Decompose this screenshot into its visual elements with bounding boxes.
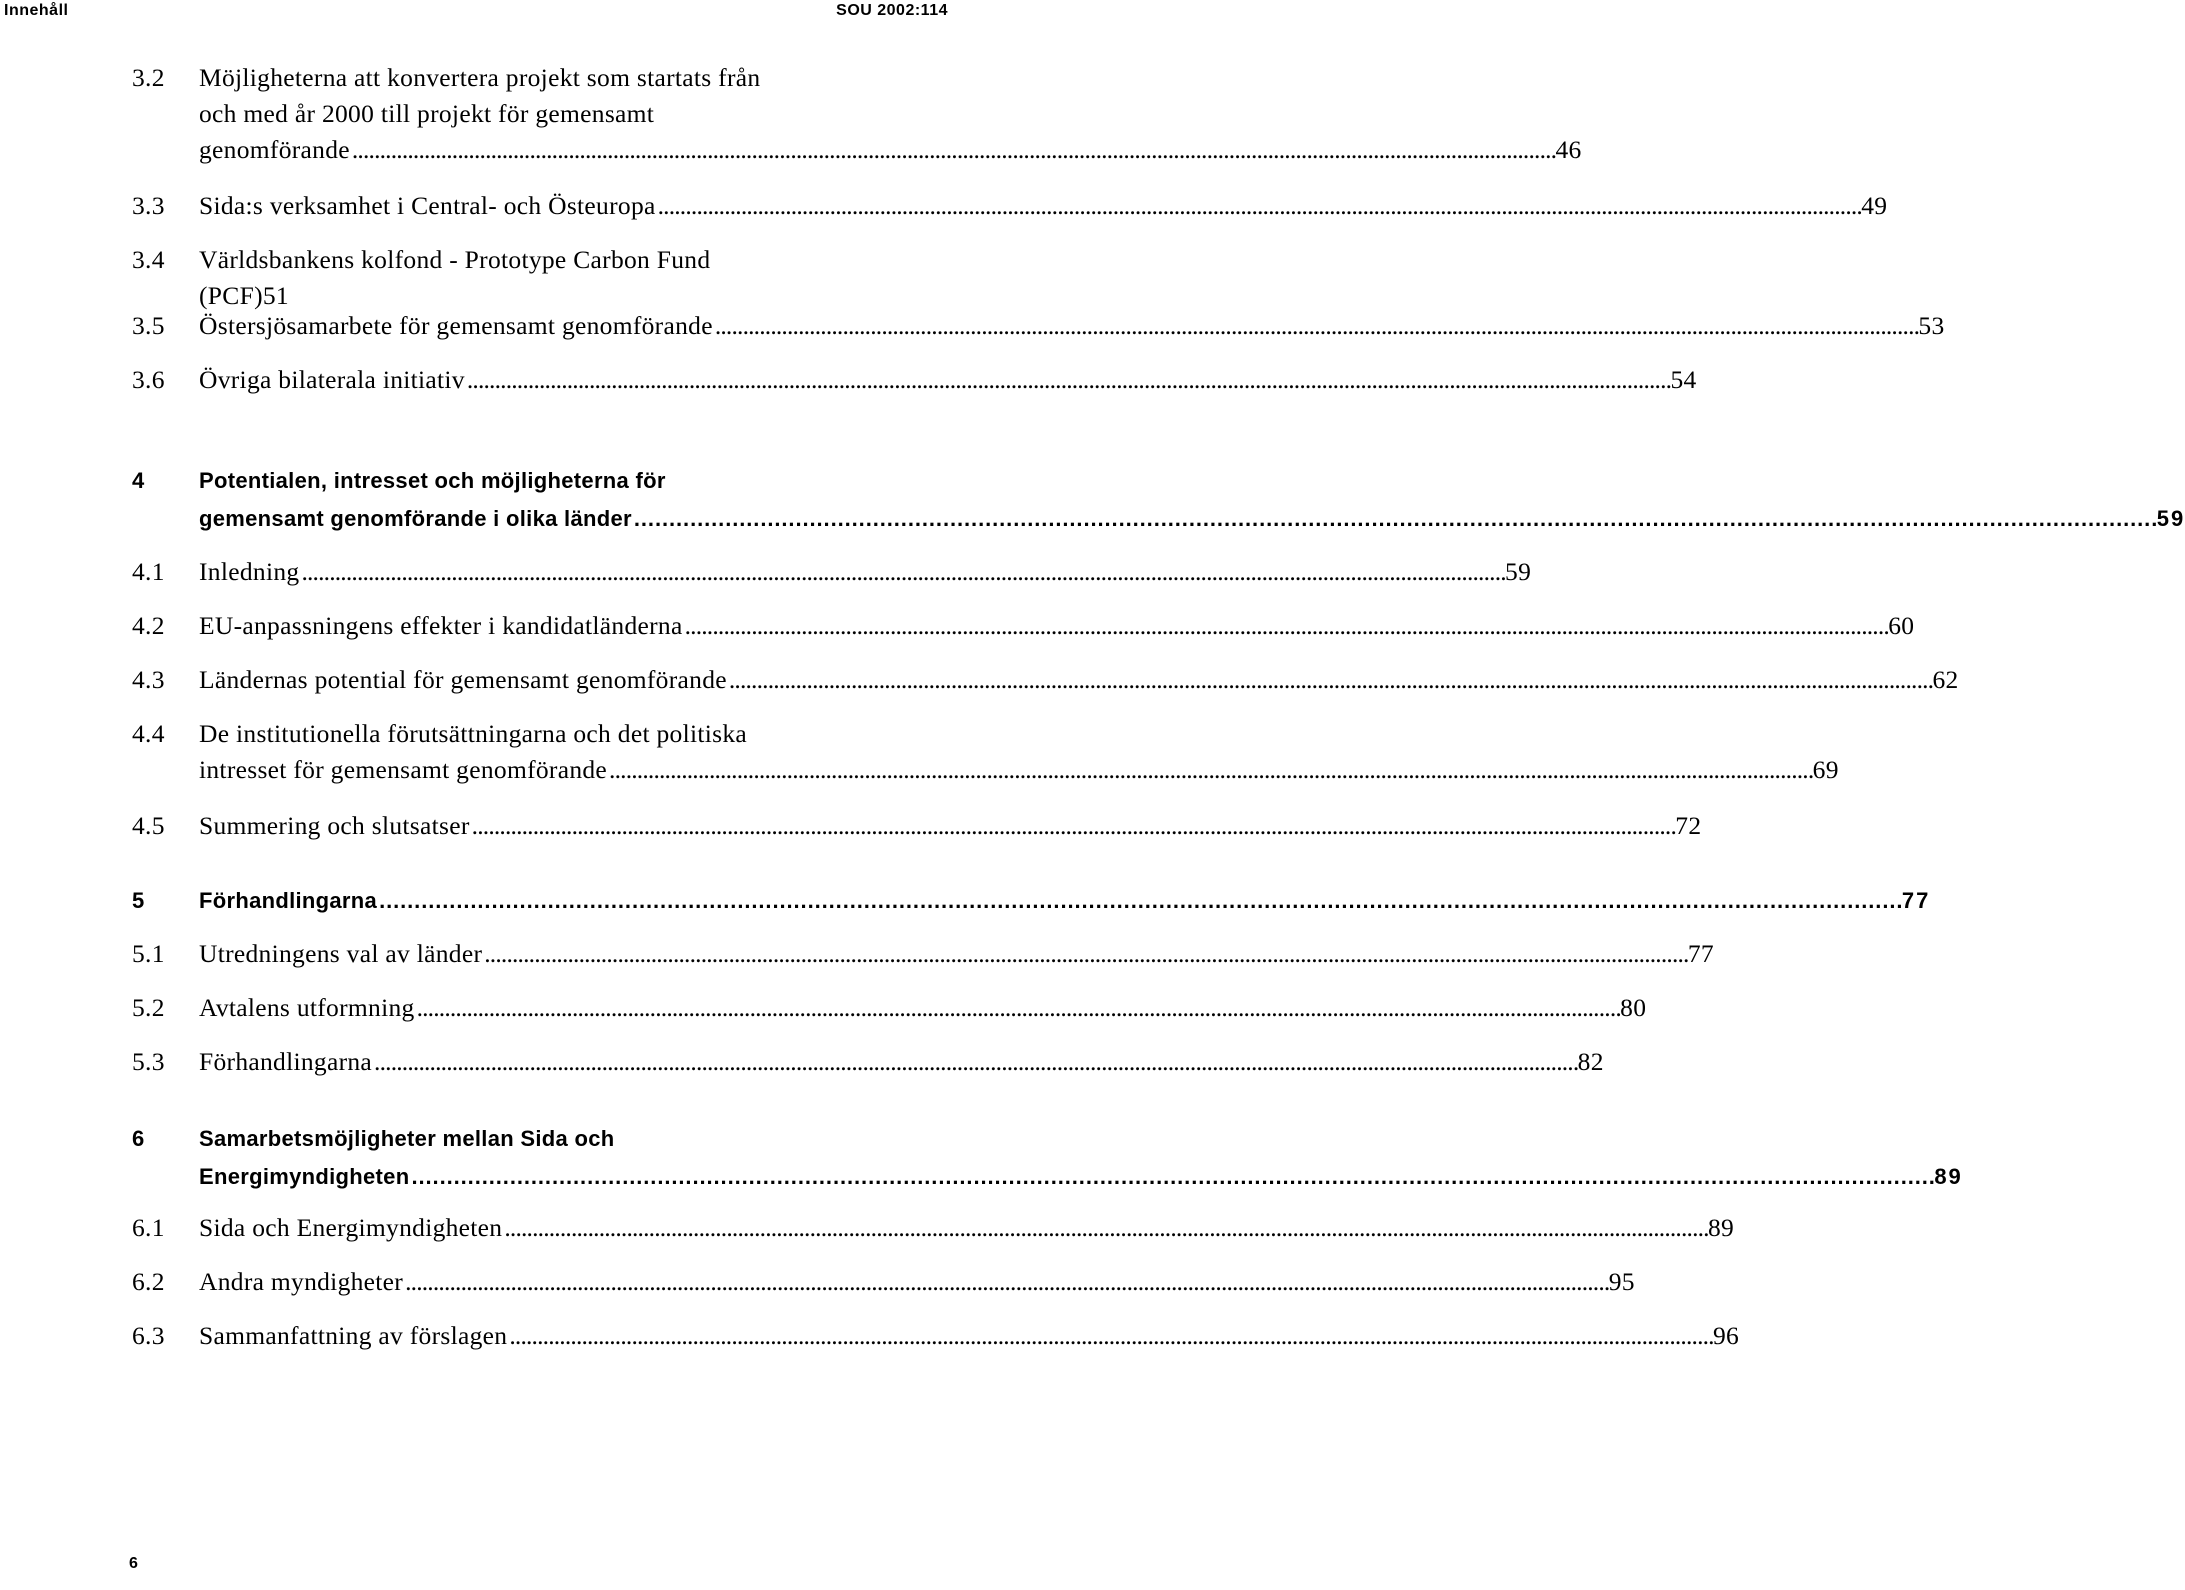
toc-entry[interactable] bbox=[132, 1264, 1635, 1300]
toc-title: Sammanfattning av förslagen bbox=[199, 1321, 508, 1350]
toc-number: 4.1 bbox=[132, 557, 165, 586]
toc-page: 59 bbox=[1505, 557, 1532, 586]
toc-entry[interactable] bbox=[132, 1318, 1740, 1354]
toc-title: Avtalens utformning bbox=[199, 993, 415, 1022]
toc-entry[interactable] bbox=[132, 990, 1647, 1026]
toc-page: 62 bbox=[1932, 665, 1959, 694]
toc-title-line: Potentialen, intresset och möjligheterna för bbox=[199, 468, 666, 493]
toc-number: 3.5 bbox=[132, 311, 165, 340]
toc-page: 46 bbox=[1555, 135, 1582, 164]
toc-page: 82 bbox=[1577, 1047, 1604, 1076]
toc-title-line: och med år 2000 till projekt för gemensamt bbox=[199, 99, 655, 128]
toc-page: 95 bbox=[1608, 1267, 1635, 1296]
toc-number: 5.2 bbox=[132, 993, 165, 1022]
toc-leader-dots bbox=[609, 752, 1811, 788]
page-number: 6 bbox=[129, 1555, 138, 1572]
toc-leader-dots bbox=[729, 662, 1931, 698]
toc-title: Sida:s verksamhet i Central- och Östeuropa bbox=[199, 191, 656, 220]
toc-entry[interactable] bbox=[132, 60, 1582, 168]
running-header-section: Innehåll bbox=[4, 2, 69, 19]
toc-number: 3.4 bbox=[132, 245, 165, 274]
toc-entry[interactable] bbox=[132, 362, 1697, 398]
toc-number: 6.2 bbox=[132, 1267, 165, 1296]
toc-title: intresset för gemensamt genomförande bbox=[199, 755, 608, 784]
toc-entry[interactable] bbox=[132, 188, 1888, 224]
toc-leader-dots bbox=[634, 500, 2155, 538]
toc-number: 4.4 bbox=[132, 719, 165, 748]
toc-title: Östersjösamarbete för gemensamt genomförande bbox=[199, 311, 713, 340]
toc-title: Ländernas potential för gemensamt genomförande bbox=[199, 665, 727, 694]
toc-leader-dots bbox=[484, 936, 1686, 972]
toc-title: Inledning bbox=[199, 557, 300, 586]
toc-title: gemensamt genomförande i olika länder bbox=[199, 506, 632, 531]
toc-number: 6.3 bbox=[132, 1321, 165, 1350]
toc-number: 5 bbox=[132, 888, 145, 913]
toc-title: Utredningens val av länder bbox=[199, 939, 483, 968]
toc-number: 4.5 bbox=[132, 811, 165, 840]
toc-title: genomförande bbox=[199, 135, 350, 164]
toc-page: 77 bbox=[1901, 888, 1931, 913]
toc-leader-dots bbox=[715, 308, 1917, 344]
toc-leader-dots bbox=[467, 362, 1669, 398]
toc-page: 60 bbox=[1888, 611, 1915, 640]
toc-leader-dots bbox=[379, 882, 1900, 920]
toc-page: 54 bbox=[1670, 365, 1697, 394]
toc-title: Summering och slutsatser bbox=[199, 811, 470, 840]
running-header-publication: SOU 2002:114 bbox=[836, 2, 948, 19]
toc-entry[interactable] bbox=[132, 242, 947, 314]
toc-leader-dots bbox=[301, 554, 1503, 590]
toc-number: 3.6 bbox=[132, 365, 165, 394]
toc-leader-dots bbox=[509, 1318, 1711, 1354]
toc-number: 4.3 bbox=[132, 665, 165, 694]
toc-number: 3.2 bbox=[132, 63, 165, 92]
toc-leader-dots bbox=[417, 990, 1619, 1026]
toc-entry[interactable] bbox=[132, 1210, 1735, 1246]
toc-title-line: Världsbankens kolfond - Prototype Carbon Fund bbox=[199, 245, 711, 274]
toc-title: Energimyndigheten bbox=[199, 1164, 410, 1189]
toc-entry[interactable] bbox=[132, 662, 1959, 698]
toc-entry[interactable] bbox=[132, 608, 1915, 644]
toc-entry[interactable] bbox=[132, 554, 1532, 590]
toc-title: Sida och Energimyndigheten bbox=[199, 1213, 503, 1242]
toc-leader-dots bbox=[658, 188, 1860, 224]
toc-page: 96 bbox=[1712, 1321, 1740, 1350]
toc-title-line: Möjligheterna att konvertera projekt som startats från bbox=[199, 63, 761, 92]
toc-number: 4 bbox=[132, 468, 145, 493]
toc-title: Förhandlingarna bbox=[199, 888, 378, 913]
toc-title: Övriga bilaterala initiativ bbox=[199, 365, 465, 394]
toc-title: Förhandlingarna bbox=[199, 1047, 373, 1076]
toc-page: 49 bbox=[1861, 191, 1888, 220]
toc-number: 4.2 bbox=[132, 611, 165, 640]
toc-page: 53 bbox=[1918, 311, 1945, 340]
toc-leader-dots bbox=[472, 808, 1674, 844]
toc-leader-dots bbox=[405, 1264, 1607, 1300]
toc-chapter-entry[interactable] bbox=[132, 462, 2185, 538]
toc-entry[interactable] bbox=[132, 308, 1945, 344]
toc-number: 5.1 bbox=[132, 939, 165, 968]
toc-page: 89 bbox=[1934, 1164, 1963, 1189]
toc-number: 6 bbox=[132, 1126, 145, 1151]
toc-number: 3.3 bbox=[132, 191, 165, 220]
toc-leader-dots bbox=[685, 608, 1887, 644]
toc-chapter-entry[interactable] bbox=[132, 1120, 1963, 1196]
toc-entry[interactable] bbox=[132, 1044, 1604, 1080]
toc-page: 72 bbox=[1675, 811, 1702, 840]
toc-page: 89 bbox=[1707, 1213, 1735, 1242]
toc-entry[interactable] bbox=[132, 808, 1702, 844]
toc-number: 6.1 bbox=[132, 1213, 165, 1242]
toc-number: 5.3 bbox=[132, 1047, 165, 1076]
toc-title-line: De institutionella förutsättningarna och det politiska bbox=[199, 719, 748, 748]
toc-leader-dots bbox=[374, 1044, 1576, 1080]
toc-page: 80 bbox=[1620, 993, 1647, 1022]
toc-title-line: Samarbetsmöjligheter mellan Sida och bbox=[199, 1126, 615, 1151]
toc-title: (PCF)51 bbox=[199, 281, 289, 310]
toc-title: EU-anpassningens effekter i kandidatländerna bbox=[199, 611, 683, 640]
toc-title: Andra myndigheter bbox=[199, 1267, 404, 1296]
toc-leader-dots bbox=[352, 132, 1554, 168]
toc-page: 59 bbox=[2156, 506, 2185, 531]
toc-chapter-entry[interactable] bbox=[132, 882, 1931, 920]
toc-leader-dots bbox=[504, 1210, 1706, 1246]
toc-page: 69 bbox=[1812, 755, 1839, 784]
toc-leader-dots bbox=[411, 1158, 1932, 1196]
toc-page: 77 bbox=[1687, 939, 1714, 968]
toc-entry[interactable] bbox=[132, 936, 1714, 972]
toc-entry[interactable] bbox=[132, 716, 1839, 788]
